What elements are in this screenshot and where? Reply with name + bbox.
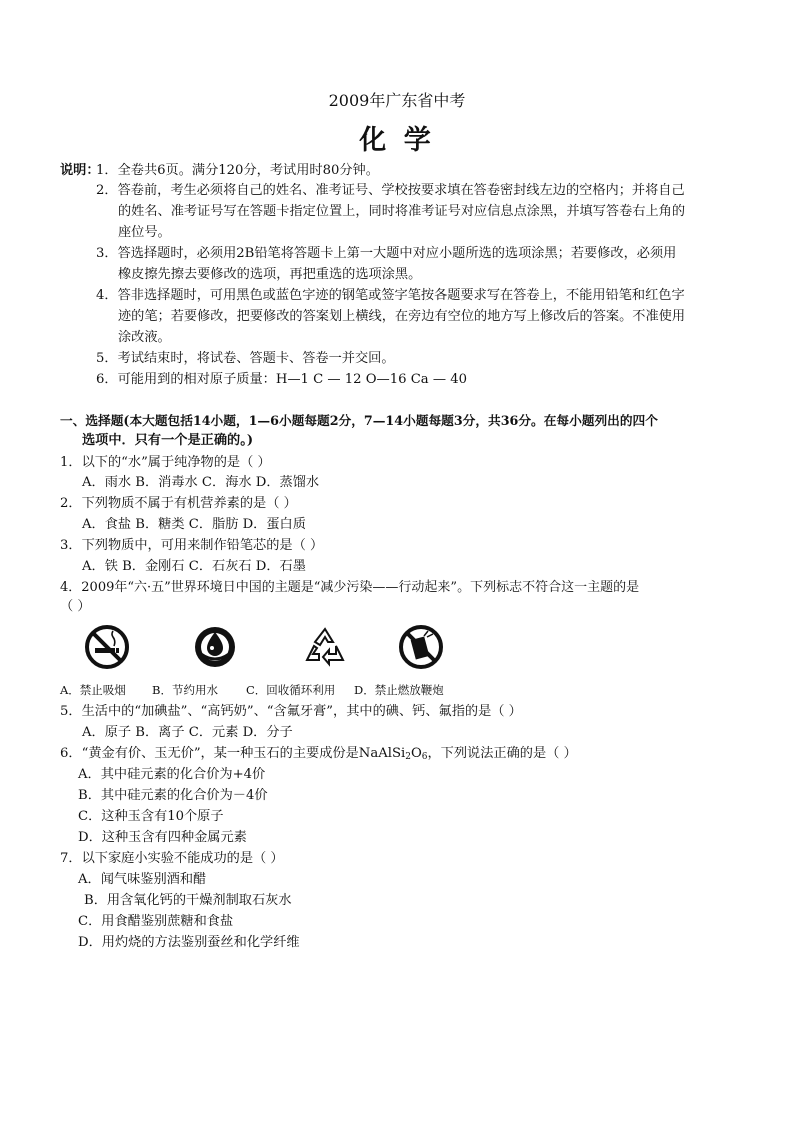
note-3-line-2: 橡皮擦先擦去要修改的选项，再把重选的选项涂黑。 (118, 267, 422, 282)
question-6-option-d: D．这种玉含有四种金属元素 (78, 830, 247, 845)
question-2-stem: 2．下列物质不属于有机营养素的是（ ） (60, 496, 297, 511)
note-2-line-3: 座位号。 (118, 225, 171, 240)
question-6-stem: 6．“黄金有价、玉无价”，某一种玉石的主要成份是$NaAlSi_2O_6$，下列说法正确的是（ ） (60, 746, 577, 762)
question-1-options: A．雨水 B．消毒水 C．海水 D．蒸馏水 (82, 475, 320, 490)
notes-label: 说明： (60, 163, 100, 178)
question-2-options: A．食盐 B．糖类 C．脂肪 D．蛋白质 (82, 517, 306, 532)
note-4-line-2: 迹的笔；若要修改，把要修改的答案划上横线，在旁边有空位的地方写上修改后的答案。不准使用 (118, 309, 686, 324)
question-1-stem: 1．以下的“水”属于纯净物的是（ ） (60, 455, 271, 470)
question-6-option-a: A．其中硅元素的化合价为+4价 (78, 767, 266, 782)
note-4-line-1: 4．答非选择题时，可用黑色或蓝色字迹的钢笔或签字笔按各题要求写在答卷上，不能用铅笔和红色字 (96, 288, 685, 303)
sign-caption-a: A．禁止吸烟 (60, 683, 126, 697)
note-3-line-1: 3．答选择题时，必须用2B铅笔将答题卡上第一大题中对应小题所选的选项涂黑；若要修改，必须用 (96, 246, 677, 261)
note-5: 5．考试结束时，将试卷、答题卡、答卷一并交回。 (96, 351, 395, 366)
water-saving-icon (192, 624, 238, 670)
recycling-icon (302, 624, 348, 670)
sign-caption-c: C．回收循环利用 (246, 683, 336, 697)
question-6-option-c: C．这种玉含有10个原子 (78, 809, 224, 824)
question-7-option-a: A．闻气味鉴别酒和醋 (78, 872, 207, 887)
sign-caption-d: D．禁止燃放鞭炮 (354, 683, 444, 697)
question-5-stem: 5．生活中的“加碘盐”、“高钙奶”、“含氟牙膏”，其中的碘、钙、氟指的是（ ） (60, 704, 522, 719)
question-7-option-c: C．用食醋鉴别蔗糖和食盐 (78, 914, 234, 929)
question-7-option-b: B．用含氧化钙的干燥剂制取石灰水 (84, 893, 292, 908)
question-4-stem-line-1: 4．2009年“六·五”世界环境日中国的主题是“减少污染——行动起来”。下列标志不符合这一主题的是 (60, 580, 640, 595)
question-6-option-b: B．其中硅元素的化合价为－4价 (78, 788, 268, 803)
question-4-signs (80, 624, 440, 672)
section-1-heading-line-1: 一、选择题(本大题包括14小题，1—6小题每题2分，7—14小题每题3分，共36分。在每小题列出的四个 (60, 413, 658, 428)
note-6: 6．可能用到的相对原子质量：H—1 C — 12 O—16 Ca — 40 (96, 372, 468, 387)
note-2-line-2: 的姓名、准考证号写在答题卡指定位置上，同时将准考证号对应信息点涂黑，并填写答卷右上角的 (118, 204, 686, 219)
subject-title: 化 学 (359, 125, 435, 156)
exam-title: 2009年广东省中考 (328, 91, 466, 110)
note-4-line-3: 涂改液。 (118, 330, 171, 345)
no-firecrackers-icon (398, 624, 444, 670)
note-1: 1．全卷共6页。满分120分，考试用时80分钟。 (96, 163, 379, 178)
question-4-stem-line-2: （ ） (60, 599, 91, 614)
question-3-stem: 3．下列物质中，可用来制作铅笔芯的是（ ） (60, 538, 324, 553)
question-3-options: A．铁 B．金刚石 C．石灰石 D．石墨 (82, 559, 306, 574)
section-1-heading-line-2: 选项中．只有一个是正确的。) (82, 433, 254, 448)
note-2-line-1: 2．答卷前，考生必须将自己的姓名、准考证号、学校按要求填在答卷密封线左边的空格内；并将自己 (96, 183, 685, 198)
question-7-option-d: D．用灼烧的方法鉴别蚕丝和化学纤维 (78, 935, 300, 950)
sign-caption-b: B．节约用水 (152, 683, 218, 697)
question-7-stem: 7．以下家庭小实验不能成功的是（ ） (60, 851, 284, 866)
question-5-options: A．原子 B．离子 C．元素 D．分子 (82, 725, 293, 740)
no-smoking-icon (84, 624, 130, 670)
